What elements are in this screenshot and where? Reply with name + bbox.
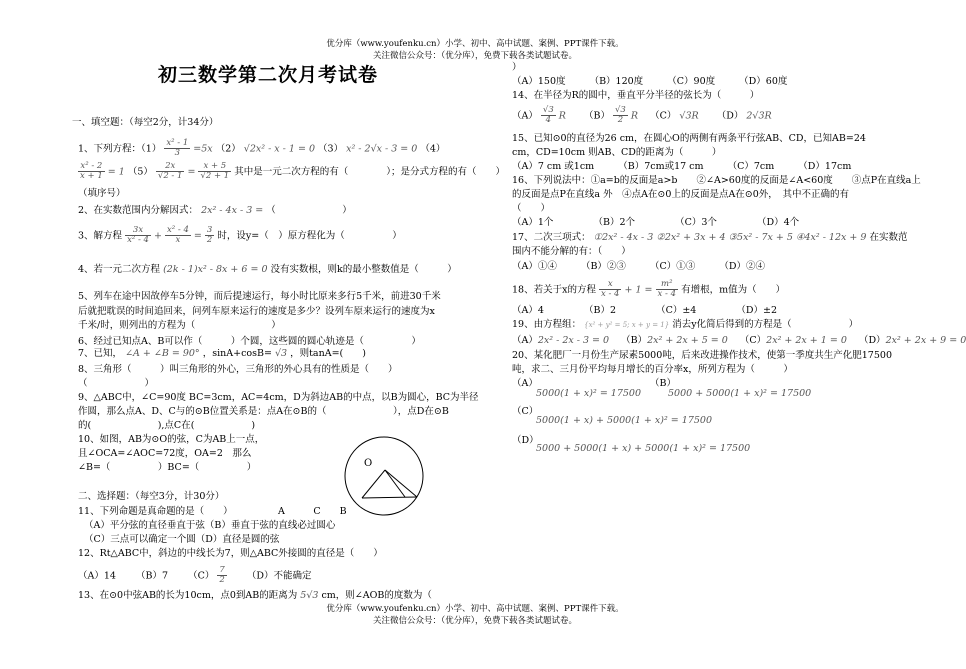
- question-10-line-b: 且∠OCA=∠AOC=72度，OA=2 那么: [78, 448, 252, 459]
- question-4: 4、若一元二次方程 (2k - 1)x² - 8x + 6 = 0 没有实数根，则k的最小整数值是（ ）: [78, 264, 457, 275]
- question-12: 12、Rt△ABC中，斜边的中线长为7，则△ABC外接圆的直径是（ ）: [78, 548, 383, 559]
- q20-option-b-label: （B）: [650, 378, 676, 389]
- q1-equals: =: [187, 166, 196, 178]
- q14-fraction-a: $\frac{√3}{4}$: [542, 105, 554, 126]
- q1-fraction-3: $\frac{2x}{√2 - 1}$: [157, 161, 183, 182]
- question-1-line-a: [78, 139, 445, 159]
- question-7: 7、已知， ∠A + ∠B = 90° ，sinA+cosB= √3 ，则tanA=( ): [78, 348, 366, 359]
- question-8-line-a: 8、三角形（ ）叫三角形的外心，三角形的外心具有的性质是（ ）: [78, 364, 398, 375]
- question-13-options: [512, 76, 787, 88]
- q4-equation: (2k - 1)x² - 8x + 6 = 0: [163, 264, 268, 275]
- q1-fraction-2: $\frac{\text{x² - 2}}{x + 1}$: [80, 161, 103, 182]
- question-12-options: [78, 566, 312, 586]
- q16-option-b: （B）2个: [593, 217, 635, 228]
- q15-option-b: （B）7cm或17 cm: [618, 161, 704, 172]
- question-11-options-b: （C）三点可以确定一个圆（D）直径是圆的弦: [84, 534, 280, 545]
- q16-option-d: （D）4个: [756, 217, 800, 228]
- question-10-line-c: ∠B=（ ）BC=（ ）: [78, 462, 257, 473]
- q13-option-b: （B）120度: [589, 76, 644, 87]
- q12-fraction: $\frac{7}{2}$: [219, 565, 225, 586]
- question-20-line-a: 20、某化肥厂一月份生产尿素5000吨，后来改进操作技术，使第一季度共生产化肥17500: [512, 350, 892, 361]
- question-11-labels: A C B: [278, 506, 347, 517]
- question-11: 11、下列命题是真命题的是（ ）: [78, 506, 233, 517]
- q1-eq-1: =5x: [193, 143, 213, 155]
- question-14-options: （A） $\frac{√3}{4}$ R （B） $\frac{√3}{2}$ R （C） √3R （D） 2√3R: [512, 105, 772, 126]
- q18-option-d: （D）±2: [736, 305, 778, 316]
- q1-label-4: （4）: [420, 143, 446, 155]
- q7-angle-sum: ∠A + ∠B = 90°: [125, 348, 200, 359]
- question-18: 18、若关于x的方程 $\frac{x}{x - 4}$ + 1 = $\frac{\text{m²}}{x - 4}$ 有增根，m值为（ ）: [512, 279, 786, 300]
- circle-figure: [338, 432, 433, 520]
- q13-option-a: （A）150度: [512, 76, 566, 87]
- q17-option-b: （B）②③: [580, 261, 626, 272]
- q1-fraction-1: $\frac{\text{x² - 1}}{3}$: [166, 138, 189, 159]
- q20-option-d-label: （D）: [512, 435, 539, 446]
- chord-inner: [385, 470, 405, 497]
- circle-outline: [345, 437, 423, 515]
- q13-option-d: （D）60度: [739, 76, 788, 87]
- question-15-line-a: 15、已知⊙0的直径为26 cm，在圆心O的两侧有两条平行弦AB、CD，已知AB=24: [512, 133, 866, 144]
- question-1-line-b: [78, 162, 505, 182]
- question-2: 2、在实数范围内分解因式： 2x² - 4x - 3 = （ ）: [78, 205, 352, 216]
- q3-fraction-1: $\frac{3x}{\text{x² - 4}}$: [127, 225, 149, 246]
- q13-close: ）: [512, 62, 522, 73]
- question-20-line-b: 吨，求二、三月份平均每月增长的百分率x，所列方程为（ ）: [512, 364, 793, 375]
- question-15-options: [512, 161, 851, 173]
- question-9-line-b: 作圆，那么点A、D、C与的⊙B位置关系是：点A在⊙B的（ ），点D在⊙B: [78, 406, 449, 417]
- question-11-options-a: （A）平分弦的直径垂直于弦（B）垂直于弦的直线必过圆心: [84, 520, 336, 531]
- q13-distance: 5√3: [300, 590, 319, 601]
- q20-option-a: 5000(1 + x)² = 17500: [536, 388, 642, 399]
- page-title: 初三数学第二次月考试卷: [158, 64, 379, 86]
- q1-eq-2: √2x² - x - 1 = 0: [243, 143, 315, 155]
- q1-answer-prompt: 其中是一元二次方程的有（ ）；是分式方程的有（ ）: [234, 166, 506, 178]
- question-9-line-a: 9、△ABC中，∠C=90度 BC=3cm，AC=4cm，D为斜边AB的中点，以B为圆心，BC为半径: [78, 392, 479, 403]
- question-16-line-b: 的反面是点P在直线a 外 ④点A在⊙0上的反面是点A在⊙0外， 其中不正确的有: [512, 189, 850, 200]
- section-fill-blank: 一、填空题：（每空2分，计34分）: [72, 117, 219, 128]
- question-10-line-a: 10、如图，AB为⊙O的弦，C为AB上一点，: [78, 434, 265, 445]
- q16-option-c: （C）3个: [675, 217, 717, 228]
- question-16-line-a: 16、下列说法中：①a=b的反面是a>b ②∠A>60度的反面是∠A<60度 ③点P在直线a上: [512, 175, 921, 186]
- header-line-2: 关注微信公众号：（优分库），免费下载各类试题试卷。: [372, 51, 577, 61]
- section-choice: 二、选择题：（每空3分，计30分）: [78, 491, 225, 502]
- chord-right: [385, 470, 417, 497]
- q15-option-d: （D）17cm: [798, 161, 852, 172]
- q12-option-b: （B）7: [136, 570, 169, 582]
- question-5-line-a: 5、列车在途中因故停车5分钟，而后提速运行，每小时比原来多行5千米，前进30千米: [78, 291, 441, 302]
- circle-center-label: O: [364, 458, 373, 469]
- q18-option-b: （B）2: [583, 305, 616, 316]
- q18-fraction-1: $\frac{x}{x - 4}$: [600, 279, 620, 300]
- q7-sqrt: √3: [274, 348, 288, 359]
- q1-eq-3: x² - 2√x - 3 = 0: [346, 143, 418, 155]
- q3-fraction-3: $\frac{3}{2}$: [206, 225, 213, 246]
- question-3: 3、解方程 $\frac{3x}{\text{x² - 4}}$ + $\frac{\text{x² - 4}}{x}$ = $\frac{3}{2}$ 时，设y=（ ）原方程化为（ ）: [78, 225, 402, 246]
- q18-option-a: （A）4: [512, 305, 544, 316]
- question-17-line-b: 围内不能分解的有：（ ）: [512, 246, 631, 257]
- q1-fraction-4: $\frac{x + 5}{√2 + 1}$: [200, 161, 230, 182]
- q20-option-c: 5000(1 + x) + 5000(1 + x)² = 17500: [536, 415, 713, 426]
- question-1-line-c: （填序号）: [78, 188, 126, 199]
- q1-label-2: （2）: [215, 143, 241, 155]
- question-5-line-b: 后就把耽误的时间追回来，问列车原来运行的速度是多少？设列车原来运行的速度为x: [78, 306, 435, 317]
- question-13: 13、在⊙0中弦AB的长为10cm，点0到AB的距离为 5√3 cm，则∠AOB的度数为（: [78, 590, 432, 601]
- q15-option-a: （A）7 cm 或1cm: [512, 161, 595, 172]
- q18-option-c: （C）±4: [656, 305, 697, 316]
- q20-option-a-label: （A）: [512, 378, 538, 389]
- question-5-line-c: 千米/时，则列出的方程为（ ）: [78, 320, 281, 331]
- q12-option-a: （A）14: [78, 570, 116, 582]
- question-16-line-c: （ ）: [512, 203, 551, 214]
- question-19: 19、由方程组： {x² + y² = 5; x + y = 1} 消去y化简后得到的方程是（ ）: [512, 319, 859, 330]
- question-19-options: （A）2x² - 2x - 3 = 0 （B）2x² + 2x + 5 = 0 （C）2x² + 2x + 1 = 0 （D）2x² + 2x + 9 = 0: [512, 335, 966, 346]
- q1-text: 1、下列方程：（1）: [78, 143, 162, 155]
- question-6: 6、经过已知点A、B可以作（ ）个圆，这些圆的圆心轨迹是（ ）: [78, 336, 421, 347]
- q12-option-c: （C）: [188, 570, 215, 582]
- question-9-line-c: 的( ),点C在( ): [78, 420, 256, 431]
- q20-option-c-label: （C）: [512, 406, 539, 417]
- question-17-line-a: 17、二次三项式： ①2x² - 4x - 3 ②2x² + 3x + 4 ③5x² - 7x + 5 ④4x² - 12x + 9 在实数范: [512, 232, 908, 243]
- chord-left: [362, 470, 385, 498]
- q17-option-a: （A）①④: [512, 261, 557, 272]
- q17-option-d: （D）②④: [719, 261, 765, 272]
- question-16-options: [512, 217, 799, 229]
- q1-eq-4: = 1: [107, 166, 125, 178]
- question-8-line-b: （ ）: [78, 378, 155, 389]
- chord-base: [362, 497, 417, 498]
- q3-fraction-2: $\frac{\text{x² - 4}}{x}$: [167, 225, 189, 246]
- question-15-line-b: cm，CD=10cm 则AB、CD的距离为（ ）: [512, 147, 722, 158]
- q12-option-d: （D）不能确定: [246, 570, 312, 582]
- q20-option-d: 5000 + 5000(1 + x) + 5000(1 + x)² = 17500: [536, 443, 751, 454]
- question-17-options: [512, 261, 765, 273]
- q1-label-5: （5）: [127, 166, 153, 178]
- q16-option-a: （A）1个: [512, 217, 554, 228]
- question-18-options: [512, 305, 777, 317]
- q19-system: {x² + y² = 5; x + y = 1}: [584, 321, 670, 329]
- q14-fraction-b: $\frac{√3}{2}$: [615, 105, 626, 126]
- q20-option-b: 5000 + 5000(1 + x)² = 17500: [668, 388, 812, 399]
- footer-line-2: 关注微信公众号：（优分库），免费下载各类试题试卷。: [372, 616, 577, 626]
- q1-label-3: （3）: [318, 143, 344, 155]
- q18-fraction-2: $\frac{\text{m²}}{x - 4}$: [657, 279, 677, 300]
- header-line-1: 优分库（www.youfenku.cn）小学、初中、高中试题、案例、PPT课件下载。: [326, 39, 624, 49]
- q17-expressions: ①2x² - 4x - 3 ②2x² + 3x + 4 ③5x² - 7x + 5 ④4x² - 12x + 9: [593, 232, 867, 243]
- q17-option-c: （C）①③: [649, 261, 696, 272]
- q13-option-c: （C）90度: [667, 76, 716, 87]
- question-14: 14、在半径为R的圆中，垂直平分半径的弦长为（ ）: [512, 90, 760, 101]
- q2-expression: 2x² - 4x - 3 =: [201, 205, 264, 216]
- q15-option-c: （C）7cm: [727, 161, 775, 172]
- footer-line-1: 优分库（www.youfenku.cn）小学、初中、高中试题、案例、PPT课件下载。: [326, 604, 624, 614]
